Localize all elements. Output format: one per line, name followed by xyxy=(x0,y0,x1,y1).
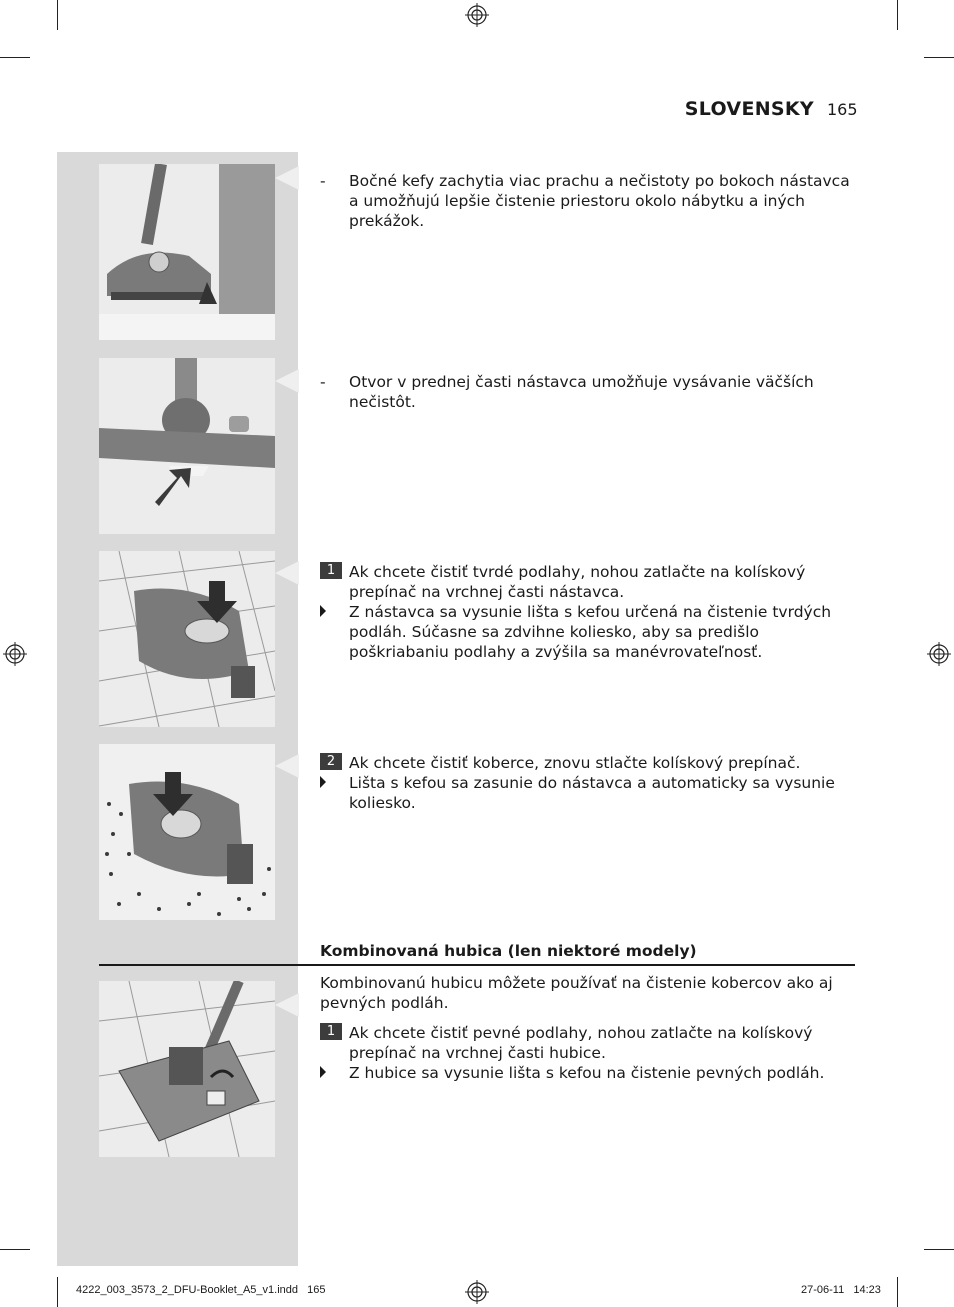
instruction-block-carpet xyxy=(320,753,855,813)
illustration-front-opening xyxy=(99,358,275,534)
registration-mark-icon xyxy=(927,642,951,666)
illustration-side-brushes xyxy=(99,164,275,340)
crop-mark xyxy=(924,57,954,58)
crop-mark xyxy=(924,1249,954,1250)
dash-marker: - xyxy=(320,373,326,391)
crop-mark xyxy=(57,0,58,30)
illustration-carpet-switch xyxy=(99,744,275,920)
section-divider xyxy=(99,964,855,966)
section-intro: Kombinovanú hubicu môžete používať na čistenie kobercov ako aj pevných podláh. xyxy=(320,974,833,1012)
figure-pointer xyxy=(275,166,299,190)
step-item xyxy=(320,1023,855,1063)
dash-item xyxy=(320,372,855,412)
step-item xyxy=(320,562,855,602)
result-item xyxy=(320,602,855,662)
page-number: 165 xyxy=(827,100,858,119)
figure-pointer xyxy=(275,754,299,778)
instruction-block-side-brushes xyxy=(320,171,855,231)
item-text: Ak chcete čistiť koberce, znovu stlačte kolískový prepínač. xyxy=(349,754,801,772)
instruction-block-combination-nozzle xyxy=(320,1023,855,1083)
item-text: Z nástavca sa vysunie lišta s kefou určená na čistenie tvrdých podláh. Súčasne sa zdvihne koliesko, aby sa predišlo poškriabaniu podlahy a zvýšila sa manévrovateľnosť. xyxy=(349,603,832,661)
item-text: Bočné kefy zachytia viac prachu a nečistoty po bokoch nástavca a umožňujú lepšie čistenie priestoru okolo nábytku a iných prekážok. xyxy=(349,172,850,230)
item-text: Z hubice sa vysunie lišta s kefou na čistenie pevných podláh. xyxy=(349,1064,825,1082)
dash-item xyxy=(320,171,855,231)
arrow-bullet-icon xyxy=(320,605,326,617)
instruction-block-front-opening xyxy=(320,372,855,412)
step-number: 2 xyxy=(320,753,342,770)
result-item xyxy=(320,773,855,813)
registration-mark-icon xyxy=(465,3,489,27)
step-item xyxy=(320,753,855,773)
illustration-combination-nozzle xyxy=(99,981,275,1157)
arrow-bullet-icon xyxy=(320,1066,326,1078)
dash-marker: - xyxy=(320,172,326,190)
result-item xyxy=(320,1063,855,1083)
item-text: Lišta s kefou sa zasunie do nástavca a automaticky sa vysunie koliesko. xyxy=(349,774,835,812)
figure-pointer xyxy=(275,369,299,393)
item-text: Otvor v prednej časti nástavca umožňuje vysávanie väčších nečistôt. xyxy=(349,373,814,411)
figure-pointer xyxy=(275,993,299,1017)
registration-mark-icon xyxy=(3,642,27,666)
instruction-block-hard-floor xyxy=(320,562,855,662)
crop-mark xyxy=(897,0,898,30)
footer-file-info: 4222_003_3573_2_DFU-Booklet_A5_v1.indd 165 xyxy=(76,1284,326,1296)
footer-date: 27-06-11 14:23 xyxy=(801,1284,881,1296)
registration-mark-icon xyxy=(465,1280,489,1304)
item-text: Ak chcete čistiť pevné podlahy, nohou zatlačte na kolískový prepínač na vrchnej časti hubice. xyxy=(349,1024,813,1062)
figure-pointer xyxy=(275,561,299,585)
step-number: 1 xyxy=(320,1023,342,1040)
item-text: Ak chcete čistiť tvrdé podlahy, nohou zatlačte na kolískový prepínač na vrchnej časti nástavca. xyxy=(349,563,806,601)
illustration-hard-floor-switch xyxy=(99,551,275,727)
section-title: Kombinovaná hubica (len niektoré modely) xyxy=(320,942,697,960)
crop-mark xyxy=(57,1277,58,1307)
crop-mark xyxy=(0,1249,30,1250)
step-number: 1 xyxy=(320,562,342,579)
crop-mark xyxy=(0,57,30,58)
arrow-bullet-icon xyxy=(320,776,326,788)
crop-mark xyxy=(897,1277,898,1307)
language-heading: SLOVENSKY xyxy=(684,98,814,120)
